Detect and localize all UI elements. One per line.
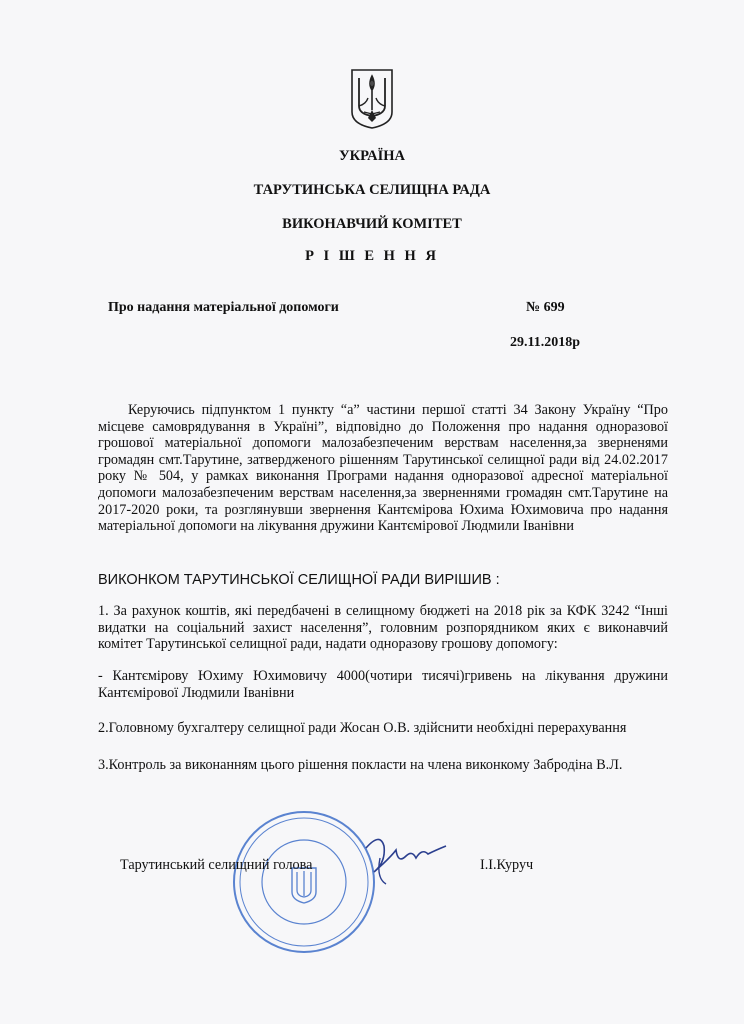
resolution-item-3: 3.Контроль за виконанням цього рішення покласти на члена виконкому Забродіна В.Л. [98, 757, 623, 773]
preamble-paragraph: Керуючись підпунктом 1 пункту “а” частини першої статті 34 Закону Україну “Про місцеве самоврядування в Україні”, відповідно до Положення про надання одноразової грошової матеріальної допомоги малозабезпеченим верствам населення,за зверненями громадян смт.Тарутине, затвердженого рішенням Тарутинської селищної ради від 24.02.2017 року № 504, у рамках виконання Програми надання одноразової адресної матеріальної допомоги малозабезпеченим верствам населення,за зверненнями громадян смт.Тарутине на 2017-2020 роки, та розглянувши звернення Кантємірова Юхима Юхимовича про надання матеріальної допомоги на лікування дружини Кантємірової Людмили Іванівни [98, 402, 668, 535]
document-type-heading: Р І Ш Е Н Н Я [305, 248, 439, 264]
decision-number: № 699 [526, 300, 565, 315]
signatory-title: Тарутинський селищний голова [120, 857, 313, 873]
council-heading: ТАРУТИНСЬКА СЕЛИЩНА РАДА [253, 182, 491, 198]
decision-date: 29.11.2018р [510, 335, 581, 350]
decision-subject: Про надання матеріальної допомоги [108, 300, 339, 315]
resolution-item-1: 1. За рахунок коштів, які передбачені в селищному бюджеті на 2018 рік за КФК 3242 “Інші видатки на соціальний захист населення”, головним розпорядником яких є виконавчий комітет Тарутинської селищної ради, надати одноразову грошову допомогу: [98, 603, 668, 653]
committee-heading: ВИКОНАВЧИЙ КОМІТЕТ [282, 216, 462, 232]
country-heading: УКРАЇНА [338, 148, 406, 164]
resolution-item-1-detail: - Кантємірову Юхиму Юхимовичу 4000(чотири тисячі)гривень на лікування дружини Кантємірової Людмили Іванівни [98, 668, 668, 701]
trident-emblem-icon [348, 68, 396, 130]
resolution-heading: ВИКОНКОМ ТАРУТИНСЬКОЇ СЕЛИЩНОЇ РАДИ ВИРІШИВ : [98, 572, 500, 588]
official-seal-icon [230, 808, 378, 956]
resolution-item-2: 2.Головному бухгалтеру селищної ради Жосан О.В. здійснити необхідні перерахування [98, 720, 627, 736]
signatory-name: І.І.Куруч [480, 857, 534, 873]
handwritten-signature-icon [360, 828, 450, 888]
